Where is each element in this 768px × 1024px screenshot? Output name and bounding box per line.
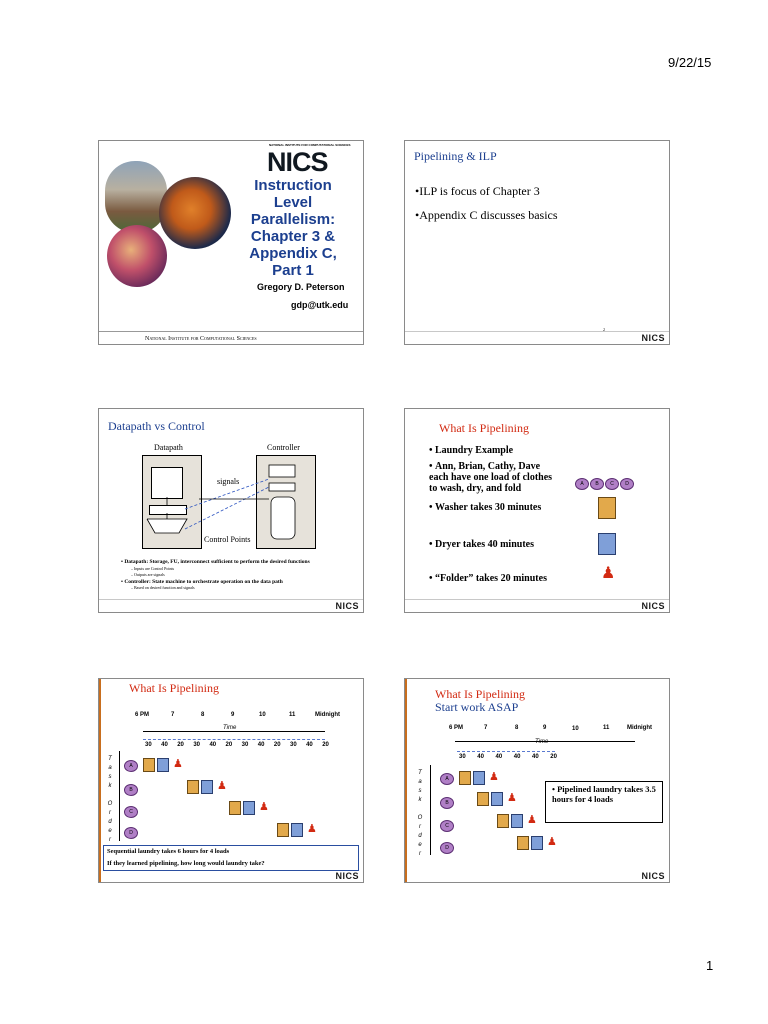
time-tick-label: 7 bbox=[171, 712, 175, 718]
nics-logo: NICS bbox=[641, 333, 665, 343]
duration-label: 20 bbox=[225, 742, 233, 748]
bullet: • Washer takes 30 minutes bbox=[429, 502, 542, 513]
time-tick-label: 11 bbox=[289, 712, 296, 718]
duration-label: 30 bbox=[241, 742, 249, 748]
task-bag-icon: A bbox=[124, 760, 138, 772]
controller-label: Controller bbox=[267, 443, 300, 452]
title-line: Instruction bbox=[254, 177, 332, 194]
footer-divider bbox=[405, 331, 669, 332]
time-tick-label: 7 bbox=[484, 725, 488, 731]
folder-person-icon: ♟ bbox=[307, 823, 317, 835]
task-order-label: T a s k O r d e r bbox=[417, 770, 423, 857]
bullet-text: Washer takes 30 minutes bbox=[435, 502, 542, 513]
task-axis-line bbox=[430, 765, 431, 855]
slide-subtitle: Start work ASAP bbox=[435, 700, 519, 714]
dryer-icon bbox=[201, 780, 213, 794]
title-line: Part 1 bbox=[272, 262, 314, 279]
duration-labels bbox=[459, 754, 557, 760]
title-line: Level bbox=[273, 194, 313, 211]
title-line: Parallelism: bbox=[250, 211, 336, 228]
page-number: 1 bbox=[706, 958, 714, 973]
slide-title: Datapath vs Control bbox=[108, 419, 205, 433]
slide3-bullets bbox=[121, 559, 361, 592]
note-line: If they learned pipelining, how long would laundry take? bbox=[107, 860, 265, 867]
folder-person-icon: ♟ bbox=[527, 814, 537, 826]
duration-bar bbox=[457, 751, 555, 752]
duration-label: 20 bbox=[322, 742, 329, 748]
duration-labels bbox=[145, 742, 329, 748]
dryer-icon bbox=[243, 801, 255, 815]
laundry-bag-icon: A bbox=[575, 478, 589, 490]
control-points-label: Control Points bbox=[204, 535, 251, 544]
email: gdp@utk.edu bbox=[291, 300, 349, 310]
duration-label: 20 bbox=[550, 754, 557, 760]
dryer-icon bbox=[291, 823, 303, 837]
duration-label: 40 bbox=[495, 754, 503, 760]
nics-logo: NICS bbox=[267, 147, 328, 177]
task-order-label: T a s k O r d e r bbox=[107, 756, 113, 843]
bullet: • Ann, Brian, Cathy, Dave each have one load of clothes to wash, dry, and fold bbox=[429, 461, 553, 494]
duration-label: 40 bbox=[257, 742, 265, 748]
slide-4 bbox=[404, 408, 670, 613]
time-tick-label: 6 PM bbox=[135, 712, 150, 718]
duration-label: 40 bbox=[306, 742, 313, 748]
task-bag-icon: B bbox=[124, 784, 138, 796]
washer-icon bbox=[459, 771, 471, 785]
callout-box: • Pipelined laundry takes 3.5 hours for 4 loads bbox=[545, 781, 663, 823]
washer-icon bbox=[517, 836, 529, 850]
accent-bar bbox=[99, 679, 101, 882]
footer-text: National Institute for Computational Sciences bbox=[145, 336, 257, 342]
bullet: • Controller: State machine to orchestrate operation on the data path bbox=[121, 578, 283, 585]
slide-3 bbox=[98, 408, 364, 613]
dryer-icon bbox=[598, 533, 616, 555]
task-bag-icon: B bbox=[440, 797, 454, 809]
callout-text: Pipelined laundry takes 3.5 hours for 4 loads bbox=[552, 784, 656, 804]
washer-icon bbox=[187, 780, 199, 794]
datapath-label: Datapath bbox=[154, 443, 183, 452]
footer-divider bbox=[99, 331, 363, 332]
sub-bullet-text: Based on desired function and signals bbox=[134, 585, 195, 590]
duration-label: 20 bbox=[177, 742, 184, 748]
supercomputer-photo bbox=[159, 177, 231, 249]
slide-number: 2 bbox=[603, 327, 605, 332]
bullet-text: Controller: State machine to orchestrate operation on the data path bbox=[124, 578, 283, 585]
footer-divider bbox=[99, 599, 363, 600]
nics-logo: NICS bbox=[335, 871, 359, 881]
time-tick-label: 11 bbox=[603, 725, 610, 731]
title-line: Appendix C, bbox=[249, 245, 337, 262]
dryer-icon bbox=[531, 836, 543, 850]
folder-person-icon: ♟ bbox=[489, 771, 499, 783]
bullet-text: Datapath: Storage, FU, interconnect sufficient to perform the desired functions bbox=[124, 559, 310, 565]
dryer-icon bbox=[157, 758, 169, 772]
bullet: •ILP is focus of Chapter 3 bbox=[415, 184, 540, 198]
duration-label: 30 bbox=[289, 742, 297, 748]
task-bag-icon: C bbox=[124, 806, 138, 818]
sub-bullet-text: Outputs are signals bbox=[134, 572, 165, 577]
time-axis-line bbox=[455, 741, 635, 742]
bullet: • Datapath: Storage, FU, interconnect sufficient to perform the desired functions bbox=[121, 559, 310, 565]
note-line: Sequential laundry takes 6 hours for 4 loads bbox=[107, 848, 230, 855]
signals-label: signals bbox=[217, 477, 240, 486]
dryer-icon bbox=[473, 771, 485, 785]
dryer-icon bbox=[511, 814, 523, 828]
time-axis-line bbox=[143, 731, 325, 732]
dryer-icon bbox=[491, 792, 503, 806]
folder-person-icon: ♟ bbox=[217, 780, 227, 792]
slide-title: What Is Pipelining bbox=[129, 681, 219, 695]
laundry-bag-icon: C bbox=[605, 478, 619, 490]
task-bag-icon: D bbox=[440, 842, 454, 854]
org-header: NATIONAL INSTITUTE FOR COMPUTATIONAL SCIENCES bbox=[269, 143, 351, 147]
washer-icon bbox=[277, 823, 289, 837]
time-tick-label: 6 PM bbox=[449, 725, 464, 731]
bullet-text: Dryer takes 40 minutes bbox=[435, 539, 534, 550]
visualization-photo bbox=[107, 225, 167, 287]
folder-person-icon: ♟ bbox=[601, 565, 616, 582]
duration-label: 40 bbox=[161, 742, 168, 748]
laundry-bag-icon: B bbox=[590, 478, 604, 490]
sub-bullet: – Based on desired function and signals bbox=[131, 585, 195, 590]
sub-bullet: – Inputs are Control Points bbox=[131, 565, 175, 571]
folder-person-icon: ♟ bbox=[173, 758, 183, 770]
slide-title: What Is Pipelining bbox=[435, 687, 525, 701]
washer-icon bbox=[477, 792, 489, 806]
duration-label: 40 bbox=[477, 754, 484, 760]
washer-icon bbox=[598, 497, 616, 519]
slide-2 bbox=[404, 140, 670, 345]
footer-divider bbox=[405, 599, 669, 600]
task-bag-icon: C bbox=[440, 820, 454, 832]
washer-icon bbox=[497, 814, 509, 828]
task-bag-icon: D bbox=[124, 827, 138, 839]
time-tick-label: 9 bbox=[231, 712, 235, 718]
nics-logo: NICS bbox=[641, 871, 665, 881]
washer-icon bbox=[143, 758, 155, 772]
duration-label: 30 bbox=[145, 742, 152, 748]
folder-person-icon: ♟ bbox=[507, 792, 517, 804]
folder-person-icon: ♟ bbox=[259, 801, 269, 813]
time-tick-label: 10 bbox=[259, 712, 266, 718]
slide-5 bbox=[98, 678, 364, 883]
time-axis-label: Time bbox=[535, 739, 549, 745]
building-photo bbox=[105, 161, 167, 233]
bullet: •Appendix C discusses basics bbox=[415, 208, 558, 222]
time-tick-label: 10 bbox=[572, 726, 579, 732]
duration-label: 30 bbox=[459, 754, 466, 760]
folder-person-icon: ♟ bbox=[547, 836, 557, 848]
duration-label: 30 bbox=[193, 742, 201, 748]
slide-title: Pipelining & ILP bbox=[414, 149, 497, 163]
nics-logo: NICS bbox=[641, 601, 665, 611]
time-tick-label: 8 bbox=[515, 725, 519, 731]
time-tick-label: 8 bbox=[201, 712, 205, 718]
nics-logo: NICS bbox=[335, 601, 359, 611]
bullet-text: Laundry Example bbox=[435, 445, 514, 456]
slide1-title bbox=[235, 177, 351, 279]
slide-6 bbox=[404, 678, 670, 883]
bullet: • Dryer takes 40 minutes bbox=[429, 539, 534, 550]
duration-label: 40 bbox=[209, 742, 217, 748]
task-axis-line bbox=[119, 751, 120, 841]
sub-bullet: – Outputs are signals bbox=[131, 572, 165, 577]
bullet-text: “Folder” takes 20 minutes bbox=[435, 573, 547, 584]
time-tick-label: Midnight bbox=[315, 712, 340, 718]
slide-1 bbox=[98, 140, 364, 345]
slide-title: What Is Pipelining bbox=[439, 421, 529, 435]
photo-collage bbox=[103, 151, 238, 291]
title-line: Chapter 3 & bbox=[250, 228, 336, 245]
duration-label: 40 bbox=[513, 754, 521, 760]
bullet: • “Folder” takes 20 minutes bbox=[429, 573, 547, 584]
header-date: 9/22/15 bbox=[668, 55, 712, 70]
author: Gregory D. Peterson bbox=[257, 282, 345, 292]
duration-bar bbox=[143, 739, 325, 740]
task-bag-icon: A bbox=[440, 773, 454, 785]
washer-icon bbox=[229, 801, 241, 815]
duration-label: 20 bbox=[273, 742, 281, 748]
time-tick-label: Midnight bbox=[627, 725, 652, 731]
time-axis-label: Time bbox=[223, 725, 237, 731]
time-tick-label: 9 bbox=[543, 725, 547, 731]
accent-bar bbox=[405, 679, 407, 882]
bullet-text: Ann, Brian, Cathy, Dave each have one load of clothes to wash, dry, and fold bbox=[429, 461, 553, 494]
sub-bullet-text: Inputs are Control Points bbox=[134, 565, 175, 571]
note-box bbox=[103, 845, 359, 871]
bullet: • Laundry Example bbox=[429, 445, 514, 456]
laundry-bag-icon: D bbox=[620, 478, 634, 490]
duration-label: 40 bbox=[532, 754, 539, 760]
